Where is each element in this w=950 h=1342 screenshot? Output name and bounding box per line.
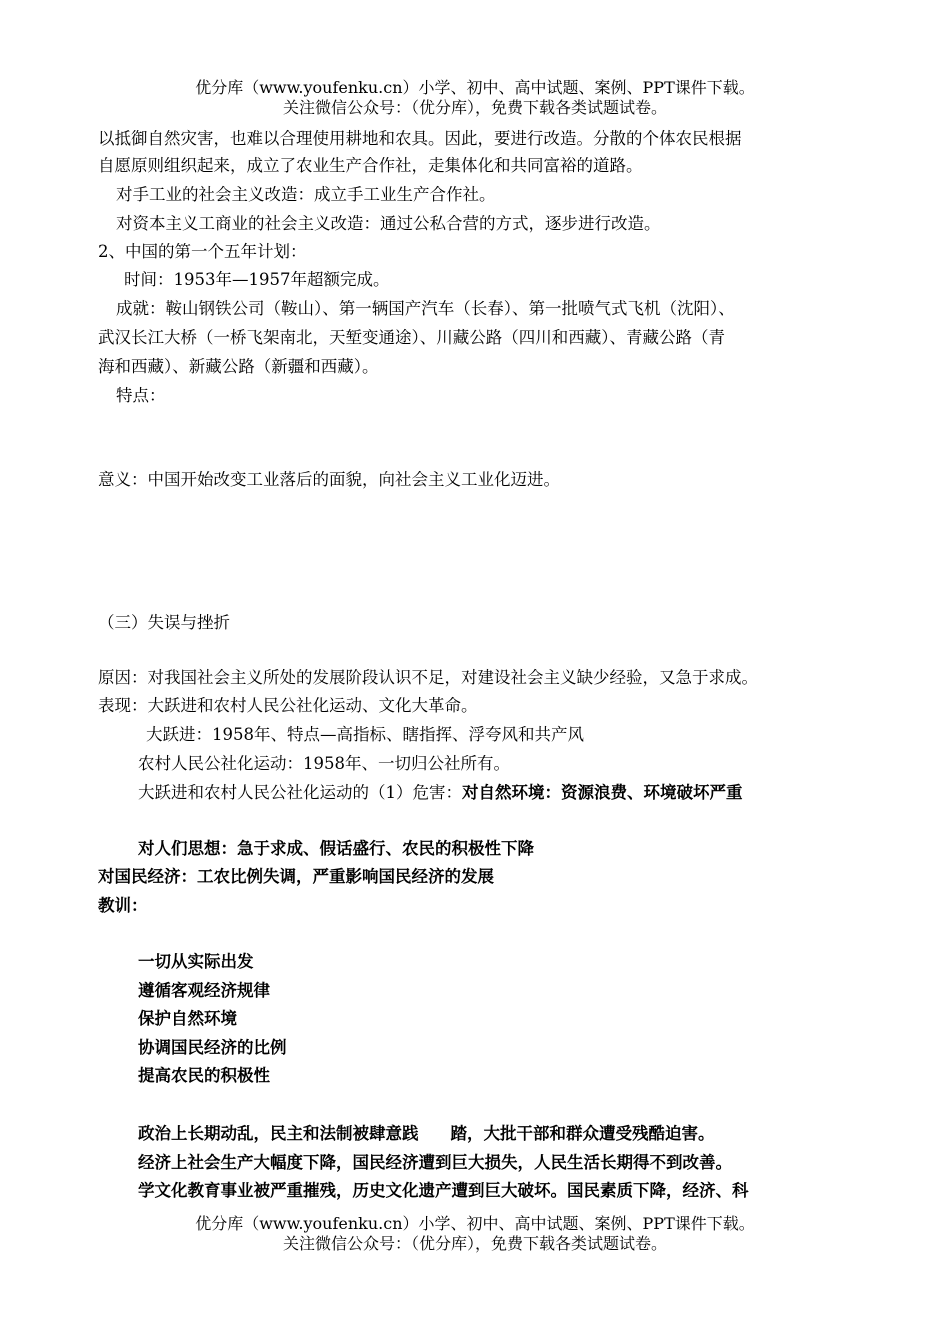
paragraph-line: 特点：	[116, 386, 166, 405]
paragraph-line: 经济上社会生产大幅度下降，国民经济遭到巨大损失，人民生活长期得不到改善。	[138, 1153, 732, 1172]
paragraph-line: 大跃进：1958年、特点—高指标、瞎指挥、浮夸风和共产风	[146, 725, 584, 744]
lesson-item: 一切从实际出发	[138, 952, 254, 971]
paragraph-line: 对资本主义工商业的社会主义改造：通过公私合营的方式，逐步进行改造。	[116, 214, 661, 233]
paragraph-line: 以抵御自然灾害，也难以合理使用耕地和农具。因此，要进行改造。分散的个体农民根据	[98, 129, 742, 148]
paragraph-line: 海和西藏）、新藏公路（新疆和西藏）。	[98, 357, 379, 376]
paragraph-line: 原因：对我国社会主义所处的发展阶段认识不足，对建设社会主义缺少经验，又急于求成。	[98, 668, 758, 687]
cr1-part-b: 踏，大批干部和群众遭受残酷迫害。	[450, 1124, 715, 1143]
paragraph-line: 成就：鞍山钢铁公司（鞍山）、第一辆国产汽车（长春）、第一批喷气式飞机（沈阳）、	[116, 299, 735, 318]
paragraph-line	[138, 1121, 715, 1147]
footer-line-2: 关注微信公众号：（优分库），免费下载各类试题试卷。	[282, 1234, 667, 1253]
paragraph-line: 武汉长江大桥（一桥飞架南北，天堑变通途）、川藏公路（四川和西藏）、青藏公路（青	[98, 328, 725, 347]
paragraph-line: 时间：1953年—1957年超额完成。	[124, 270, 390, 289]
lesson-item: 保护自然环境	[138, 1009, 237, 1028]
paragraph-line: 意义：中国开始改变工业落后的面貌，向社会主义工业化迈进。	[98, 470, 560, 489]
harm-prefix: 大跃进和农村人民公社化运动的（1）危害：	[138, 783, 462, 802]
header-line-2: 关注微信公众号：（优分库），免费下载各类试题试卷。	[282, 98, 667, 117]
cr1-part-a: 政治上长期动乱，民主和法制被肆意践	[138, 1124, 419, 1143]
harm-economy: 对国民经济：工农比例失调，严重影响国民经济的发展	[98, 867, 494, 886]
lesson-item: 提高农民的积极性	[138, 1066, 270, 1085]
lesson-item: 协调国民经济的比例	[138, 1038, 287, 1057]
paragraph-line: 对手工业的社会主义改造：成立手工业生产合作社。	[116, 185, 496, 204]
footer-line-1: 优分库（www.youfenku.cn）小学、初中、高中试题、案例、PPT课件下载。	[195, 1214, 755, 1233]
lesson-item: 遵循客观经济规律	[138, 981, 270, 1000]
section-heading: （三）失误与挫折	[98, 613, 230, 632]
harm-environment: 对自然环境：资源浪费、环境破坏严重	[462, 783, 743, 802]
harm-thought: 对人们思想：急于求成、假话盛行、农民的积极性下降	[138, 839, 534, 858]
header-line-1: 优分库（www.youfenku.cn）小学、初中、高中试题、案例、PPT课件下载。	[195, 78, 755, 97]
paragraph-line: 学文化教育事业被严重摧残，历史文化遗产遭到巨大破坏。国民素质下降，经济、科	[138, 1181, 749, 1200]
paragraph-line	[138, 780, 743, 806]
section-heading: 2、中国的第一个五年计划：	[98, 242, 307, 261]
paragraph-line: 农村人民公社化运动：1958年、一切归公社所有。	[138, 754, 510, 773]
paragraph-line: 表现：大跃进和农村人民公社化运动、文化大革命。	[98, 696, 478, 715]
lesson-title: 教训：	[98, 896, 148, 915]
paragraph-line: 自愿原则组织起来，成立了农业生产合作社，走集体化和共同富裕的道路。	[98, 156, 643, 175]
